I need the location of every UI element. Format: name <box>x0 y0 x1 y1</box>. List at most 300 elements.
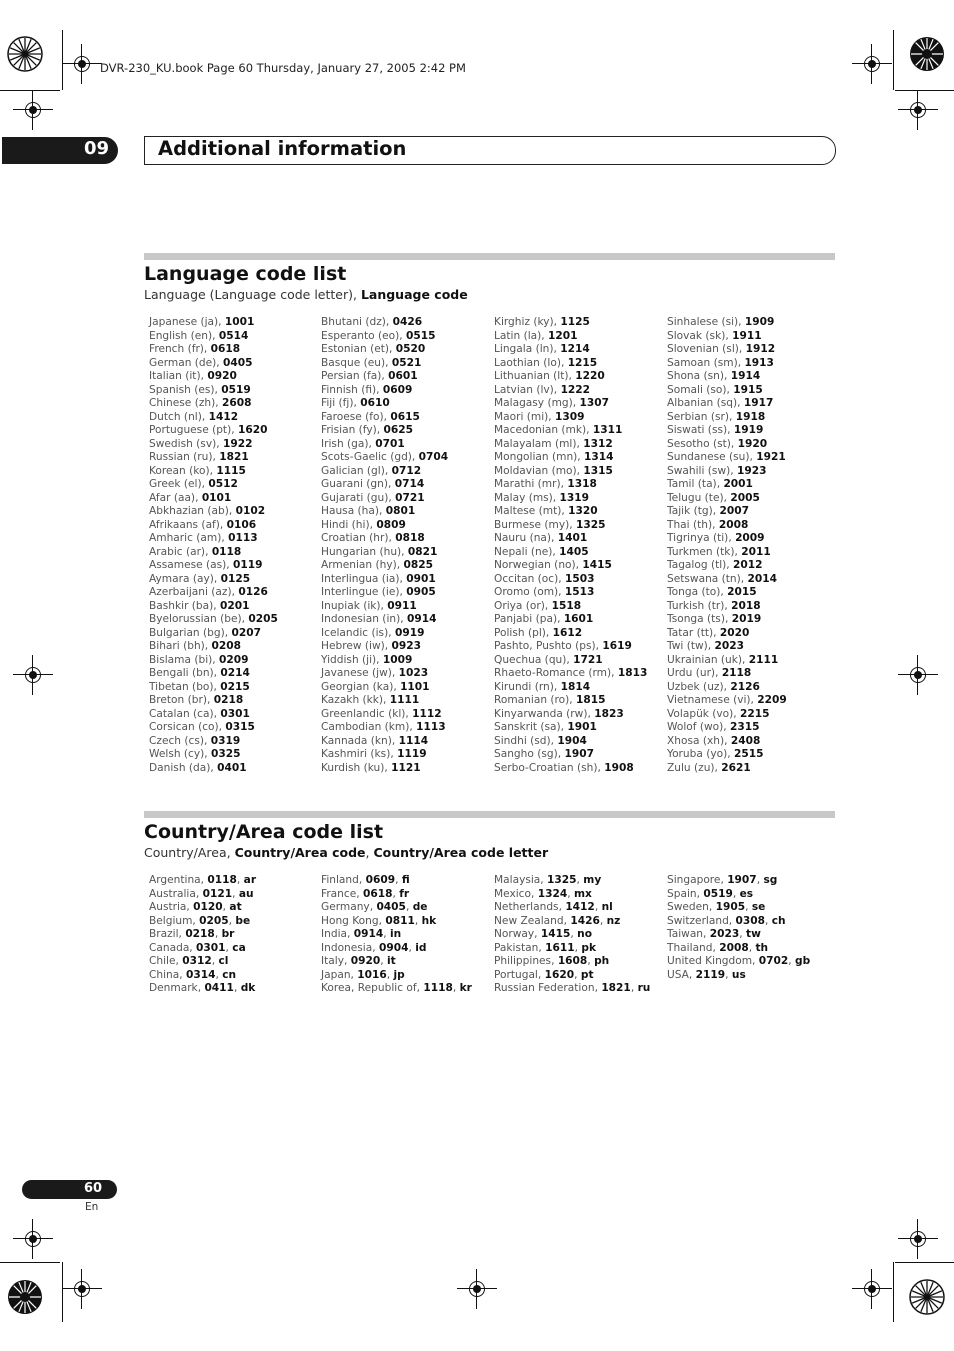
chapter-title: Additional information <box>158 137 407 160</box>
language-name: Chinese (zh), <box>149 397 222 409</box>
language-name: Fiji (fj), <box>321 397 361 409</box>
language-code: 1721 <box>573 653 603 666</box>
language-column <box>149 316 278 775</box>
language-code: 2012 <box>733 559 763 571</box>
country-column <box>149 874 256 996</box>
language-code: 1918 <box>735 410 766 423</box>
country-separator: , <box>570 928 578 940</box>
language-name: Samoan (sm), <box>667 356 745 369</box>
language-name: Japanese (ja), <box>149 316 225 328</box>
language-entry <box>149 478 278 492</box>
language-code: 0920 <box>207 370 237 382</box>
country-name: Brazil, <box>149 928 186 940</box>
country-letter: de <box>412 901 428 913</box>
country-entry <box>149 982 256 996</box>
language-name: Rhaeto-Romance (rm), <box>494 667 618 679</box>
language-entry <box>321 397 448 411</box>
country-entry <box>667 874 810 888</box>
language-entry <box>667 411 787 425</box>
language-entry <box>149 411 278 425</box>
language-name: Amharic (am), <box>149 532 229 544</box>
country-separator: , <box>576 874 584 886</box>
country-code: 0811 <box>385 914 415 927</box>
country-entry <box>149 928 256 942</box>
language-name: Nepali (ne), <box>494 545 560 558</box>
country-letter: ch <box>771 914 786 927</box>
country-letter: ph <box>594 955 610 967</box>
language-code: 1923 <box>736 464 767 477</box>
country-separator: , <box>232 887 239 900</box>
language-name: Korean (ko), <box>149 464 217 477</box>
country-entry <box>321 955 472 969</box>
language-code: 0521 <box>391 356 422 369</box>
language-code: 0919 <box>394 626 425 639</box>
language-name: Byelorussian (be), <box>149 613 249 625</box>
language-name: Tigrinya (ti), <box>667 532 736 544</box>
country-column <box>321 874 472 996</box>
language-entry <box>149 559 278 573</box>
language-name: Tsonga (ts), <box>667 613 732 625</box>
country-section-subtitle: Country/Area, Country/Area code, Country/Area code letter <box>144 845 549 860</box>
country-letter: no <box>577 928 592 940</box>
country-entry <box>494 915 650 929</box>
language-section-title: Language code list <box>144 263 347 285</box>
language-entry <box>321 343 448 357</box>
country-entry <box>494 955 650 969</box>
language-entry <box>667 384 787 398</box>
language-name: Frisian (fy), <box>321 424 384 436</box>
language-entry <box>494 559 647 573</box>
language-name: Ukrainian (uk), <box>667 653 749 666</box>
country-code: 0702 <box>758 955 789 967</box>
language-code: 0609 <box>382 383 413 396</box>
country-code: 1412 <box>565 901 595 913</box>
language-code: 1312 <box>583 437 613 450</box>
language-name: Wolof (wo), <box>667 721 731 733</box>
language-name: Catalan (ca), <box>149 707 221 720</box>
country-name: Australia, <box>149 887 203 900</box>
language-entry <box>149 451 278 465</box>
country-name: Mexico, <box>494 887 538 900</box>
language-code: 0215 <box>220 680 250 693</box>
language-code: 0519 <box>221 383 251 396</box>
language-entry <box>321 505 448 519</box>
language-name: Malay (ms), <box>494 491 560 504</box>
country-name: Chile, <box>149 955 183 967</box>
country-entry <box>494 942 650 956</box>
country-letter: es <box>739 887 754 900</box>
language-code: 2315 <box>730 721 760 733</box>
country-separator: , <box>395 874 402 886</box>
language-entry <box>667 640 787 654</box>
country-separator: , <box>233 982 241 994</box>
country-separator: , <box>587 955 595 967</box>
language-name: Norwegian (no), <box>494 559 583 571</box>
language-code: 1901 <box>567 721 597 733</box>
language-code: 2126 <box>730 680 760 693</box>
language-entry <box>494 316 647 330</box>
language-name: Kirundi (rn), <box>494 680 561 693</box>
language-code: 0821 <box>407 545 438 558</box>
country-letter: se <box>751 901 766 913</box>
language-code: 1113 <box>416 721 446 733</box>
language-name: Bihari (bh), <box>149 640 212 652</box>
country-code: 2119 <box>695 968 726 981</box>
language-entry <box>494 519 647 533</box>
language-name: Malayalam (ml), <box>494 437 584 450</box>
country-name: Argentina, <box>149 874 208 886</box>
country-separator: , <box>748 941 756 954</box>
country-letter: pk <box>581 941 596 954</box>
country-letter: hk <box>421 914 437 927</box>
language-name: Maori (mi), <box>494 410 556 423</box>
language-entry <box>321 708 448 722</box>
language-entry <box>494 640 647 654</box>
language-code: 0610 <box>360 397 390 409</box>
country-letter: fi <box>401 874 410 886</box>
language-code: 1125 <box>560 316 590 328</box>
language-code: 2019 <box>731 613 762 625</box>
country-letter: dk <box>240 982 256 994</box>
language-code: 2008 <box>718 518 749 531</box>
country-name: Canada, <box>149 941 197 954</box>
language-name: Burmese (my), <box>494 518 576 531</box>
language-entry <box>667 613 787 627</box>
country-entry <box>667 915 810 929</box>
country-code: 0118 <box>207 874 237 886</box>
language-code: 0923 <box>391 640 421 652</box>
language-entry <box>667 357 787 371</box>
language-name: Polish (pl), <box>494 626 553 639</box>
country-code: 1415 <box>540 928 571 940</box>
country-letter: at <box>229 901 242 913</box>
country-entry <box>667 942 810 956</box>
language-entry <box>667 532 787 546</box>
country-entry <box>321 874 472 888</box>
country-code: 1426 <box>570 914 600 927</box>
language-code: 1311 <box>592 424 623 436</box>
language-entry <box>667 316 787 330</box>
language-name: Bengali (bn), <box>149 667 221 679</box>
language-code: 2018 <box>731 599 761 612</box>
country-separator: , <box>599 914 607 927</box>
language-name: Nauru (na), <box>494 532 558 544</box>
language-entry <box>494 424 647 438</box>
language-name: Sanskrit (sa), <box>494 721 568 733</box>
language-code: 1912 <box>745 343 776 355</box>
language-entry <box>667 667 787 681</box>
country-entry <box>667 888 810 902</box>
country-entry <box>494 901 650 915</box>
language-code: 0113 <box>228 532 258 544</box>
country-separator: , <box>732 887 740 900</box>
country-entry <box>667 955 810 969</box>
country-entry <box>667 928 810 942</box>
language-name: Persian (fa), <box>321 370 389 382</box>
language-entry <box>667 654 787 668</box>
country-letter: fr <box>399 887 410 900</box>
page-number-badge <box>22 1180 117 1199</box>
language-entry <box>321 735 448 749</box>
registration-mark-icon <box>860 1277 884 1301</box>
language-name: Mongolian (mn), <box>494 451 585 463</box>
language-name: Bhutani (dz), <box>321 316 393 328</box>
language-column <box>667 316 787 775</box>
language-code: 0405 <box>223 356 253 369</box>
language-code: 1415 <box>582 559 612 571</box>
language-code: 1320 <box>568 505 598 517</box>
language-name: Kinyarwanda (rw), <box>494 707 595 720</box>
language-name: French (fr), <box>149 343 211 355</box>
language-name: Twi (tw), <box>667 640 715 652</box>
language-entry <box>149 640 278 654</box>
country-name: Finland, <box>321 874 366 886</box>
language-code: 0625 <box>383 424 413 436</box>
country-code: 0411 <box>204 982 234 994</box>
language-entry <box>149 573 278 587</box>
country-letter: br <box>221 928 235 940</box>
language-code: 1821 <box>219 451 249 463</box>
language-name: Sindhi (sd), <box>494 734 558 747</box>
language-entry <box>667 330 787 344</box>
country-entry <box>321 888 472 902</box>
language-entry <box>321 694 448 708</box>
language-name: Scots-Gaelic (gd), <box>321 451 419 463</box>
language-code: 1922 <box>222 437 253 450</box>
language-code: 0426 <box>392 316 423 328</box>
language-entry <box>321 681 448 695</box>
country-entry <box>149 901 256 915</box>
language-name: Sinhalese (si), <box>667 316 745 328</box>
language-code: 1921 <box>756 451 786 463</box>
language-entry <box>494 492 647 506</box>
language-code: 1915 <box>733 383 763 396</box>
country-letter: kr <box>459 982 472 994</box>
language-name: Abkhazian (ab), <box>149 505 236 517</box>
language-name: Albanian (sq), <box>667 397 744 409</box>
language-code: 0615 <box>390 410 420 423</box>
language-entry <box>667 681 787 695</box>
language-code: 0601 <box>388 370 418 382</box>
language-code: 1115 <box>216 464 246 477</box>
country-name: Singapore, <box>667 874 728 886</box>
crop-line <box>0 90 60 91</box>
language-entry <box>494 505 647 519</box>
registration-mark-icon <box>906 663 930 687</box>
country-separator: , <box>630 982 638 994</box>
language-code: 2111 <box>748 653 779 666</box>
country-letter: au <box>238 887 254 900</box>
chapter-number: 09 <box>84 138 110 159</box>
country-name: Korea, Republic of, <box>321 982 424 994</box>
language-name: German (de), <box>149 356 224 369</box>
language-name: Kazakh (kk), <box>321 694 390 706</box>
language-code: 0905 <box>406 586 436 598</box>
language-code: 2515 <box>733 748 764 760</box>
language-section-subtitle: Language (Language code letter), Language code <box>144 287 468 302</box>
country-entry <box>321 901 472 915</box>
country-code: 0920 <box>350 955 381 967</box>
country-separator: , <box>236 874 244 886</box>
language-code: 2118 <box>721 667 752 679</box>
country-entry <box>149 874 256 888</box>
country-letter: us <box>731 968 746 981</box>
language-code: 2023 <box>714 640 745 652</box>
language-name: Zulu (zu), <box>667 761 722 774</box>
language-name: Czech (cs), <box>149 734 211 747</box>
country-separator: , <box>392 887 400 900</box>
language-name: Javanese (jw), <box>321 667 399 679</box>
country-separator: , <box>380 955 387 967</box>
language-code: 0301 <box>220 707 250 720</box>
language-code: 1917 <box>743 397 774 409</box>
crop-line <box>893 30 894 90</box>
registration-mark-icon <box>21 663 45 687</box>
country-entry <box>149 888 256 902</box>
country-code: 0121 <box>202 887 233 900</box>
star-target-icon <box>6 1278 44 1316</box>
language-code: 2011 <box>741 545 771 558</box>
language-entry <box>321 492 448 506</box>
country-code: 0205 <box>199 914 229 927</box>
country-entry <box>667 969 810 983</box>
language-code: 0901 <box>406 572 436 585</box>
language-entry <box>667 559 787 573</box>
language-name: Tatar (tt), <box>667 626 720 639</box>
language-code: 0106 <box>226 518 257 531</box>
language-code: 1815 <box>576 694 606 706</box>
language-name: Thai (th), <box>667 518 719 531</box>
registration-mark-icon <box>906 1227 930 1251</box>
language-code: 0809 <box>376 518 406 531</box>
language-entry <box>667 586 787 600</box>
language-column <box>494 316 647 775</box>
country-entry <box>321 915 472 929</box>
country-code: 1118 <box>423 982 453 994</box>
language-code: 1601 <box>563 613 594 625</box>
language-code: 0712 <box>391 464 422 477</box>
language-entry <box>494 438 647 452</box>
language-entry <box>494 357 647 371</box>
language-entry <box>321 438 448 452</box>
language-name: Romanian (ro), <box>494 694 577 706</box>
country-entry <box>321 982 472 996</box>
language-code: 1315 <box>583 464 613 477</box>
country-letter: ca <box>232 941 246 954</box>
language-code: 0818 <box>395 532 425 544</box>
language-name: Hausa (ha), <box>321 505 386 517</box>
country-letter: ru <box>637 982 651 994</box>
language-code: 1823 <box>594 707 624 720</box>
language-name: Indonesian (in), <box>321 613 407 625</box>
language-name: Pashto, Pushto (ps), <box>494 640 603 652</box>
language-entry <box>667 748 787 762</box>
language-code: 0825 <box>403 559 433 571</box>
language-name: Kirghiz (ky), <box>494 316 561 328</box>
language-name: Macedonian (mk), <box>494 424 593 436</box>
language-name: Armenian (hy), <box>321 559 404 571</box>
language-code: 1319 <box>559 491 590 504</box>
language-code: 2014 <box>747 572 778 585</box>
country-letter: ar <box>243 874 257 886</box>
language-name: Irish (ga), <box>321 437 376 450</box>
language-code: 0401 <box>217 761 247 774</box>
country-name: Malaysia, <box>494 874 548 886</box>
language-code: 1114 <box>398 734 429 747</box>
language-entry <box>667 343 787 357</box>
language-name: Galician (gl), <box>321 464 392 477</box>
country-entry <box>149 969 256 983</box>
language-entry <box>149 735 278 749</box>
country-entry <box>321 928 472 942</box>
language-code: 0520 <box>395 343 426 355</box>
language-code: 1101 <box>400 680 430 693</box>
language-entry <box>149 532 278 546</box>
country-name: Philippines, <box>494 955 558 967</box>
language-entry <box>321 586 448 600</box>
language-code: 1214 <box>560 343 590 355</box>
language-code: 0205 <box>248 613 278 625</box>
crop-line <box>62 30 63 90</box>
language-entry <box>149 492 278 506</box>
country-letter: sg <box>763 874 778 886</box>
language-entry <box>321 613 448 627</box>
language-entry <box>667 735 787 749</box>
country-separator: , <box>215 968 223 981</box>
country-code: 1821 <box>601 982 631 994</box>
language-code: 0102 <box>235 505 266 517</box>
language-name: Tibetan (bo), <box>149 680 221 693</box>
language-name: Tamil (ta), <box>667 478 724 490</box>
language-name: Afrikaans (af), <box>149 518 227 531</box>
registration-mark-icon <box>21 98 45 122</box>
country-letter: pt <box>580 968 594 981</box>
language-entry <box>321 316 448 330</box>
language-entry <box>667 600 787 614</box>
country-name: Belgium, <box>149 914 200 927</box>
language-entry <box>149 586 278 600</box>
country-name: Spain, <box>667 887 704 900</box>
language-entry <box>667 573 787 587</box>
language-name: Cambodian (km), <box>321 721 417 733</box>
country-name: Russian Federation, <box>494 982 602 994</box>
language-name: Greenlandic (kl), <box>321 707 413 720</box>
language-name: Tajik (tg), <box>667 505 720 517</box>
language-name: Dutch (nl), <box>149 410 209 423</box>
language-name: Arabic (ar), <box>149 545 212 558</box>
language-name: Sangho (sg), <box>494 748 565 760</box>
language-code: 2001 <box>723 478 753 490</box>
country-code: 0301 <box>196 941 226 954</box>
country-separator: , <box>567 887 574 900</box>
language-code: 0118 <box>211 545 242 558</box>
language-entry <box>321 465 448 479</box>
country-code: 1325 <box>547 874 577 886</box>
country-name: France, <box>321 887 363 900</box>
language-code: 1111 <box>389 694 420 706</box>
language-code: 2608 <box>221 397 252 409</box>
language-name: Lithuanian (lt), <box>494 370 576 382</box>
language-name: Spanish (es), <box>149 383 222 396</box>
language-code: 0125 <box>220 572 251 585</box>
section-divider <box>144 253 835 260</box>
language-code: 1619 <box>602 640 632 652</box>
country-separator: , <box>594 901 602 913</box>
language-entry <box>321 384 448 398</box>
country-section-title: Country/Area code list <box>144 821 384 843</box>
language-entry <box>667 519 787 533</box>
language-code: 1215 <box>567 356 598 369</box>
